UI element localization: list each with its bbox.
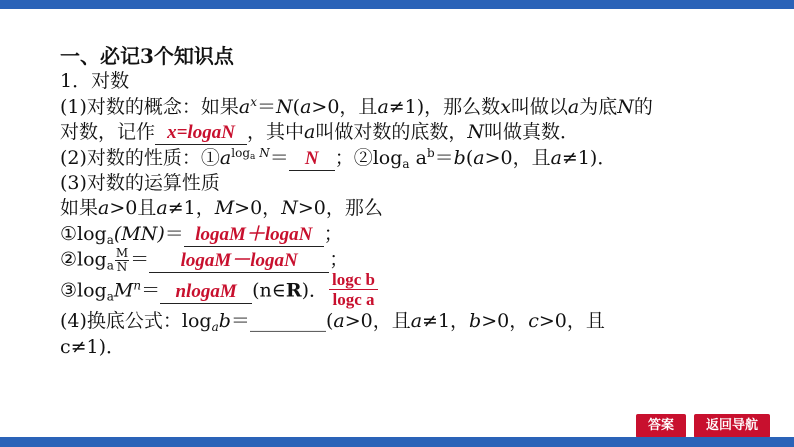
rule-quotient: $②\log_a$ $\frac{M}{N}$ ＝ logaM－logaN ； <box>60 246 349 275</box>
rule-power: $③\log_aM^n=$ nlogaM (n∈R)． $\frac{\text{logc b}}{\text{logc a}}$ <box>60 274 775 309</box>
answer-quotient: logaM－logaN <box>180 249 298 271</box>
concept-line-2: 对数，记作 x=logaN ，其中a叫做对数的底数，N叫做真数． <box>60 121 580 144</box>
rule-product: $①\log_a(MN)=$ logaM＋logaN ； <box>60 222 343 247</box>
operations-title: (3)对数的运算性质 <box>60 172 220 195</box>
property-line: (2)对数的性质：$①a^{log_a N}= N$ ；$②\log_a$ $a^b=b(a>0$，且a≠1)． <box>60 145 617 171</box>
answer-blank-product <box>184 223 324 247</box>
answer-property: N <box>304 147 319 169</box>
bottom-banner <box>0 437 794 447</box>
slide-content <box>60 44 775 360</box>
answer-blank-property <box>289 147 335 171</box>
change-of-base-line: (4)换底公式：$\log_ab=\_\_\_\_\_\_\_\_(a>0$，且a≠1，b>0，c>0，且 <box>60 310 605 335</box>
answer-blank-quotient <box>149 249 329 273</box>
change-of-base-line-2: c≠1)． <box>60 335 126 358</box>
concept-line-1: (1)对数的概念：如果$a^x=N(a>0$，且a≠1)，那么数x叫做以a为底N的 <box>60 94 653 118</box>
section-title: 一、必记3个知识点 <box>60 44 234 68</box>
back-to-nav-button[interactable]: 返回导航 <box>694 414 770 438</box>
answer-blank-notation <box>155 121 247 145</box>
top-banner <box>0 0 794 9</box>
operations-condition: 如果a>0且a≠1，M>0，N>0，那么 <box>60 197 383 220</box>
quotient-fraction: $\frac{M}{N}$ <box>115 246 129 275</box>
answer-button[interactable]: 答案 <box>636 414 686 438</box>
subsection-title: 1．对数 <box>60 70 130 93</box>
answer-change-of-base: $\frac{\text{logc b}}{\text{logc a}}$ <box>329 270 378 309</box>
answer-product: logaM＋logaN <box>195 223 313 245</box>
answer-notation: x=logaN <box>167 122 235 144</box>
answer-power: nlogaM <box>175 280 237 302</box>
answer-blank-power <box>160 280 252 304</box>
